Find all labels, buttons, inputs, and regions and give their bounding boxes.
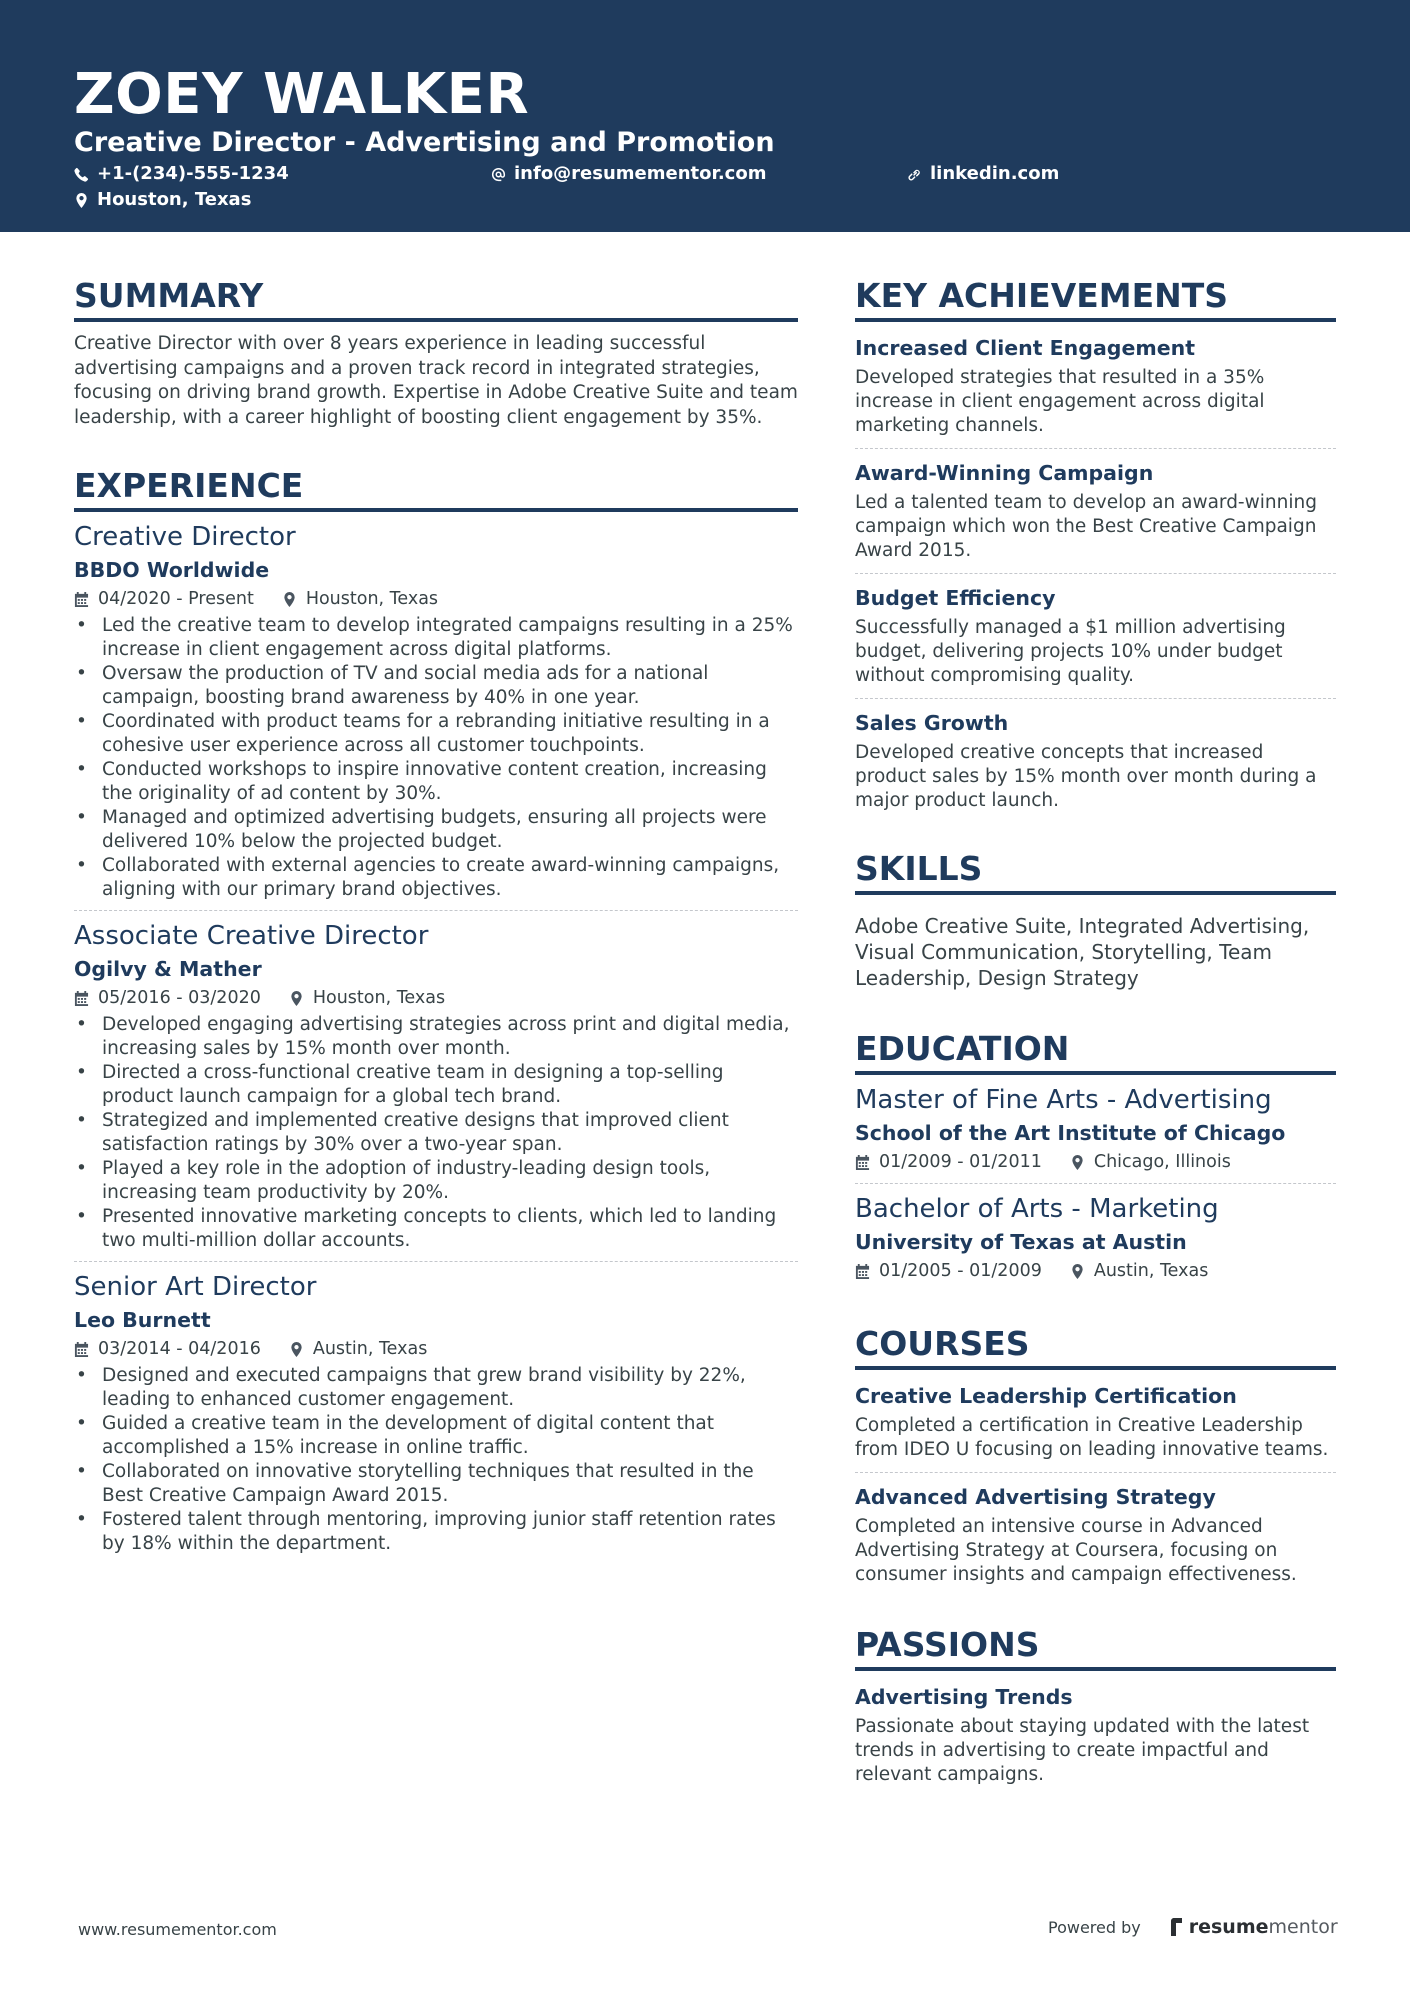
job-dates: 03/2014 - 04/2016 xyxy=(98,1339,261,1359)
achievement-item xyxy=(855,584,1336,698)
edu-location-group xyxy=(1070,1258,1209,1284)
passion-title: Advertising Trends xyxy=(855,1685,1073,1709)
map-pin-icon xyxy=(282,592,297,607)
summary-text: Creative Director with over 8 years experience in leading successful advertising campaigns and a proven track record in integrated strategies, focusing on driving brand growth. Expertise in Adobe Creative Suite and team leadership, with a career highlight of boosting client engagement by 35%. xyxy=(74,333,798,428)
job-dates: 04/2020 - Present xyxy=(98,589,254,609)
job-title: Senior Art Director xyxy=(74,1272,317,1302)
achievements-section xyxy=(855,276,1336,813)
courses-section xyxy=(855,1324,1336,1587)
summary-section xyxy=(74,276,798,430)
divider xyxy=(855,1183,1336,1184)
job-meta xyxy=(74,1336,798,1362)
job-dates: 05/2016 - 03/2020 xyxy=(98,988,261,1008)
link-icon xyxy=(907,167,922,182)
resume-header xyxy=(0,0,1410,232)
experience-item xyxy=(74,520,798,910)
at-icon xyxy=(491,167,506,182)
section-title-passions: PASSIONS xyxy=(855,1625,1336,1671)
achievement-item xyxy=(855,334,1336,448)
divider xyxy=(855,1472,1336,1473)
contact-linkedin[interactable] xyxy=(907,162,1059,186)
edu-dates: 01/2009 - 01/2011 xyxy=(879,1152,1042,1172)
brand-part-1: resume xyxy=(1188,1916,1269,1938)
contact-location-text: Houston, Texas xyxy=(97,189,252,210)
bullet-item: • Designed and executed campaigns that grew brand visibility by 22%, leading to enhanced customer engagement. xyxy=(74,1364,798,1412)
brand-part-2: mentor xyxy=(1268,1916,1338,1938)
divider xyxy=(855,448,1336,449)
powered-by-label: Powered by xyxy=(1048,1917,1141,1937)
course-desc: Completed a certification in Creative Leadership from IDEO U focusing on leading innovative teams. xyxy=(855,1415,1329,1460)
section-title-experience: EXPERIENCE xyxy=(74,466,798,512)
edu-location: Austin, Texas xyxy=(1093,1261,1209,1281)
section-title-skills: SKILLS xyxy=(855,849,1336,895)
experience-item xyxy=(74,1270,798,1556)
bullet-item: • Developed engaging advertising strategies across print and digital media, increasing sales by 15% month over month. xyxy=(74,1013,798,1061)
achievement-item xyxy=(855,709,1336,813)
course-title: Advanced Advertising Strategy xyxy=(855,1485,1216,1509)
job-location: Houston, Texas xyxy=(312,988,446,1008)
job-title: Creative Director xyxy=(74,522,296,552)
skills-text: Adobe Creative Suite, Integrated Advertising, Visual Communication, Storytelling, Team Leadership, Design Strategy xyxy=(855,914,1310,990)
course-item xyxy=(855,1483,1336,1587)
calendar-icon xyxy=(74,991,89,1006)
job-meta xyxy=(74,586,798,612)
bullet-item: • Collaborated with external agencies to create award-winning campaigns, aligning with our primary brand objectives. xyxy=(74,854,798,902)
job-company: Ogilvy & Mather xyxy=(74,957,262,981)
achievement-title: Sales Growth xyxy=(855,711,1009,735)
map-pin-icon xyxy=(74,193,89,208)
achievement-desc: Successfully managed a $1 million advertising budget, delivering projects 10% under budget without compromising quality. xyxy=(855,617,1286,686)
edu-location: Chicago, Illinois xyxy=(1093,1152,1231,1172)
phone-icon xyxy=(74,167,89,182)
bullet-item: • Guided a creative team in the development of digital content that accomplished a 15% increase in online traffic. xyxy=(74,1412,798,1460)
bullet-item: • Directed a cross-functional creative team in designing a top-selling product launch campaign for a global tech brand. xyxy=(74,1061,798,1109)
job-location-group xyxy=(289,985,445,1011)
contact-phone[interactable] xyxy=(74,162,289,186)
skills-section xyxy=(855,849,1336,991)
education-item xyxy=(855,1192,1336,1284)
contact-email-text: info@resumementor.com xyxy=(514,163,767,184)
map-pin-icon xyxy=(1070,1155,1085,1170)
job-location: Houston, Texas xyxy=(305,589,439,609)
section-title-courses: COURSES xyxy=(855,1324,1336,1370)
passion-desc: Passionate about staying updated with the latest trends in advertising to create impactful and relevant campaigns. xyxy=(855,1716,1310,1785)
calendar-icon xyxy=(74,592,89,607)
divider xyxy=(855,698,1336,699)
section-title-achievements: KEY ACHIEVEMENTS xyxy=(855,276,1336,322)
course-desc: Completed an intensive course in Advanced Advertising Strategy at Coursera, focusing on consumer insights and campaign effectiveness. xyxy=(855,1516,1297,1585)
contact-linkedin-text: linkedin.com xyxy=(930,163,1060,184)
bullet-item: • Conducted workshops to inspire innovative content creation, increasing the originality of ad content by 30%. xyxy=(74,758,798,806)
map-pin-icon xyxy=(289,991,304,1006)
calendar-icon xyxy=(855,1264,870,1279)
achievement-desc: Developed strategies that resulted in a 35% increase in client engagement across digital marketing channels. xyxy=(855,367,1265,436)
bullet-item: • Coordinated with product teams for a rebranding initiative resulting in a cohesive user experience across all customer touchpoints. xyxy=(74,710,798,758)
bullet-item: • Oversaw the production of TV and social media ads for a national campaign, boosting brand awareness by 40% in one year. xyxy=(74,662,798,710)
achievement-desc: Led a talented team to develop an award-winning campaign which won the Best Creative Campaign Award 2015. xyxy=(855,492,1317,561)
section-title-education: EDUCATION xyxy=(855,1029,1336,1075)
right-column xyxy=(855,276,1336,1787)
experience-section xyxy=(74,466,798,1556)
bullet-item: • Played a key role in the adoption of industry-leading design tools, increasing team productivity by 20%. xyxy=(74,1157,798,1205)
achievement-title: Award-Winning Campaign xyxy=(855,461,1154,485)
candidate-name: ZOEY WALKER xyxy=(74,62,530,127)
edu-degree: Master of Fine Arts - Advertising xyxy=(855,1085,1272,1115)
bullet-item: • Managed and optimized advertising budgets, ensuring all projects were delivered 10% below the projected budget. xyxy=(74,806,798,854)
course-title: Creative Leadership Certification xyxy=(855,1384,1237,1408)
job-bullets xyxy=(74,614,798,902)
edu-school: School of the Art Institute of Chicago xyxy=(855,1121,1286,1145)
contact-phone-text: +1-(234)-555-1234 xyxy=(97,163,289,184)
course-item xyxy=(855,1382,1336,1472)
calendar-icon xyxy=(74,1342,89,1357)
job-meta xyxy=(74,985,798,1011)
job-company: Leo Burnett xyxy=(74,1308,211,1332)
divider xyxy=(855,573,1336,574)
section-title-summary: SUMMARY xyxy=(74,276,798,322)
footer-website[interactable]: www.resumementor.com xyxy=(78,1920,277,1939)
map-pin-icon xyxy=(289,1342,304,1357)
contact-location xyxy=(74,188,251,212)
job-location-group xyxy=(289,1336,428,1362)
brand-logo[interactable] xyxy=(1171,1916,1338,1938)
achievement-title: Increased Client Engagement xyxy=(855,336,1196,360)
bullet-item: • Collaborated on innovative storytelling techniques that resulted in the Best Creative Campaign Award 2015. xyxy=(74,1460,798,1508)
edu-degree: Bachelor of Arts - Marketing xyxy=(855,1194,1219,1224)
job-bullets xyxy=(74,1364,798,1556)
education-section xyxy=(855,1029,1336,1284)
bullet-item: • Fostered talent through mentoring, improving junior staff retention rates by 18% within the department. xyxy=(74,1508,798,1556)
bullet-item: • Led the creative team to develop integrated campaigns resulting in a 25% increase in client engagement across digital platforms. xyxy=(74,614,798,662)
job-location: Austin, Texas xyxy=(312,1339,428,1359)
edu-dates: 01/2005 - 01/2009 xyxy=(879,1261,1042,1281)
job-bullets xyxy=(74,1013,798,1253)
left-column xyxy=(74,276,798,1556)
passion-item xyxy=(855,1683,1336,1787)
education-item xyxy=(855,1083,1336,1183)
achievement-title: Budget Efficiency xyxy=(855,586,1056,610)
brand-mark-icon xyxy=(1171,1918,1185,1936)
map-pin-icon xyxy=(1070,1264,1085,1279)
passions-section xyxy=(855,1625,1336,1787)
edu-school: University of Texas at Austin xyxy=(855,1230,1187,1254)
job-title: Associate Creative Director xyxy=(74,921,429,951)
footer-powered xyxy=(1048,1916,1338,1938)
bullet-item: • Presented innovative marketing concepts to clients, which led to landing two multi-million dollar accounts. xyxy=(74,1205,798,1253)
experience-item xyxy=(74,919,798,1261)
edu-meta xyxy=(855,1149,1336,1175)
job-company: BBDO Worldwide xyxy=(74,558,270,582)
divider xyxy=(74,910,798,911)
achievement-item xyxy=(855,459,1336,573)
calendar-icon xyxy=(855,1155,870,1170)
divider xyxy=(74,1261,798,1262)
achievement-desc: Developed creative concepts that increased product sales by 15% month over month during a major product launch. xyxy=(855,742,1317,811)
candidate-role: Creative Director - Advertising and Promotion xyxy=(74,127,775,158)
bullet-item: • Strategized and implemented creative designs that improved client satisfaction ratings by 30% over a two-year span. xyxy=(74,1109,798,1157)
edu-location-group xyxy=(1070,1149,1231,1175)
edu-meta xyxy=(855,1258,1336,1284)
job-location-group xyxy=(282,586,438,612)
contact-email[interactable] xyxy=(491,162,766,186)
